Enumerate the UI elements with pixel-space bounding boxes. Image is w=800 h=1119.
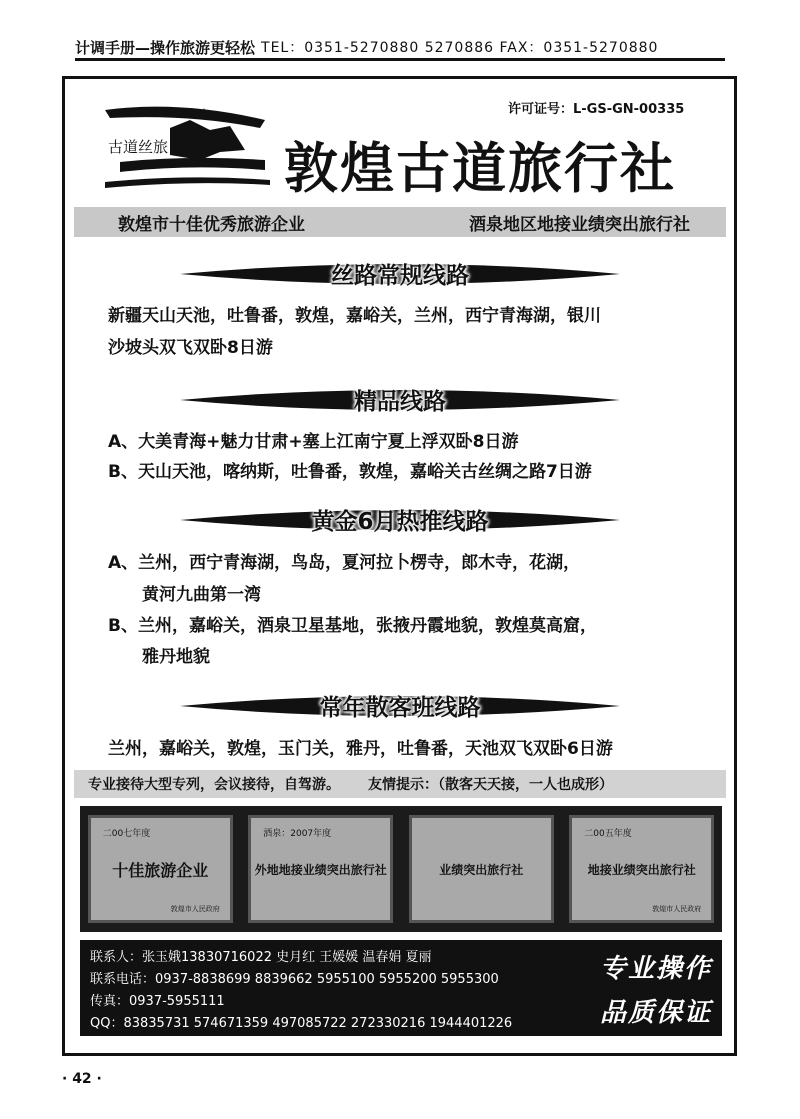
route-line: A、大美青海+魅力甘肃+塞上江南宁夏上浮双卧8日游	[108, 432, 519, 452]
contact-panel	[80, 940, 722, 1036]
route-line: B、天山天池，喀纳斯，吐鲁番，敦煌，嘉峪关古丝绸之路7日游	[108, 462, 592, 482]
page-header	[75, 36, 725, 61]
header-contact: TEL：0351-5270880 5270886 FAX：0351-5270880	[261, 40, 659, 56]
certificate-plaque: 二00五年度 地接业绩突出旅行社 敦煌市人民政府	[569, 815, 714, 923]
service-note: 专业接待大型专列，会议接待，自驾游。	[88, 777, 340, 793]
certificate-photos	[80, 806, 722, 932]
license-number: 许可证号：L-GS-GN-00335	[508, 102, 685, 117]
section-title-year-round: 常年散客班线路	[180, 688, 620, 722]
honor-right: 酒泉地区地接业绩突出旅行社	[469, 214, 690, 235]
section-title-june: 黄金6月热推线路	[180, 502, 620, 536]
route-line: 沙坡头双飞双卧8日游	[108, 338, 273, 358]
honor-banner	[74, 207, 726, 237]
route-line: 兰州，嘉峪关，敦煌，玉门关，雅丹，吐鲁番，天池双飞双卧6日游	[108, 739, 613, 759]
service-strip	[74, 770, 726, 798]
contact-qq: QQ：83835731 574671359 497085722 272330216 1944401226	[90, 1016, 513, 1031]
contact-fax: 传真：0937-5955111	[90, 994, 225, 1009]
route-line: 黄河九曲第一湾	[142, 585, 261, 605]
section-title-silk-road: 丝路常规线路	[180, 256, 620, 290]
slogan-professional: 专业操作	[600, 954, 713, 984]
company-logo	[100, 100, 275, 195]
company-name: 敦煌古道旅行社	[284, 137, 676, 200]
route-line: B、兰州，嘉峪关，酒泉卫星基地，张掖丹霞地貌，敦煌莫高窟，	[108, 616, 597, 636]
honor-left: 敦煌市十佳优秀旅游企业	[118, 214, 305, 235]
slogan-quality: 品质保证	[600, 998, 713, 1028]
section-title-premium: 精品线路	[180, 382, 620, 416]
certificate-plaque: 业绩突出旅行社	[409, 815, 554, 923]
friendly-tip: 友情提示：（散客天天接，一人也成形）	[368, 777, 613, 793]
certificate-plaque: 酒泉：2007年度 外地地接业绩突出旅行社	[248, 815, 393, 923]
page-number: · 42 ·	[62, 1071, 102, 1087]
route-line: A、兰州，西宁青海湖，鸟岛，夏河拉卜楞寺，郎木寺，花湖，	[108, 553, 581, 573]
route-line: 雅丹地貌	[142, 647, 210, 667]
contact-phones: 联系电话：0937-8838699 8839662 5955100 5955200 5955300	[90, 972, 499, 987]
contact-people: 联系人：张玉娥13830716022 史月红 王媛媛 温春娟 夏丽	[90, 950, 432, 965]
route-line: 新疆天山天池，吐鲁番，敦煌，嘉峪关，兰州，西宁青海湖，银川	[108, 306, 601, 326]
header-slogan: 计调手册—操作旅游更轻松	[75, 38, 256, 57]
logo-text: 古道丝旅	[108, 138, 169, 156]
certificate-plaque: 二00七年度 十佳旅游企业 敦煌市人民政府	[88, 815, 233, 923]
